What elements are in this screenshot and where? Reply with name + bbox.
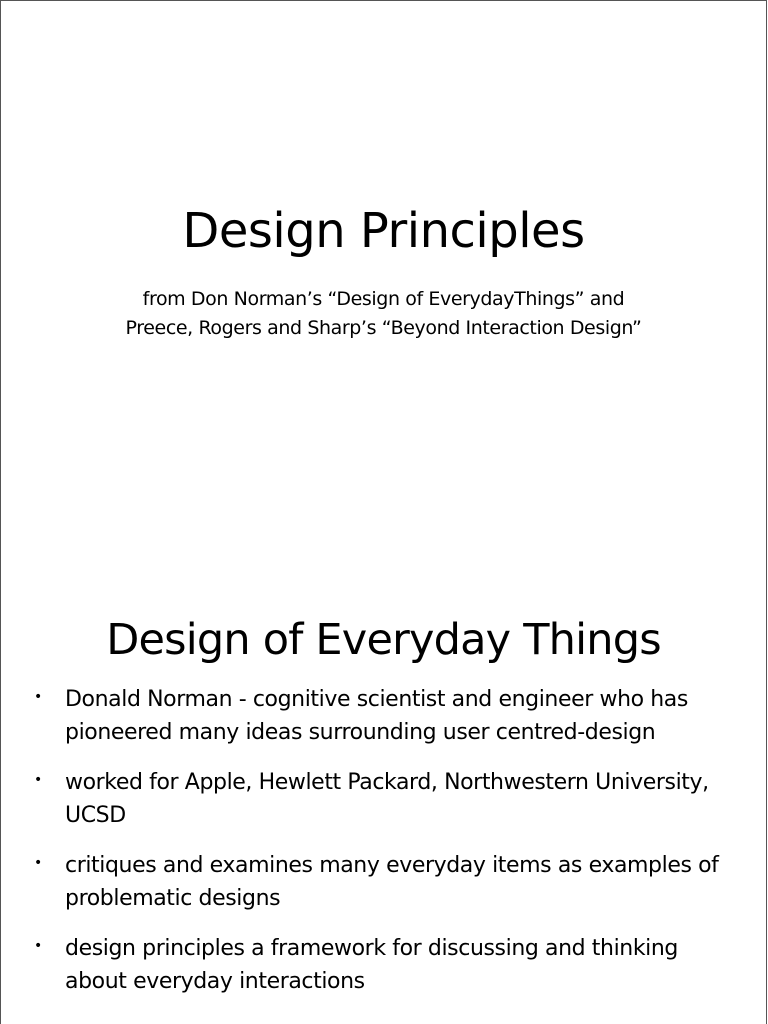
slide-heading: Design of Everyday Things — [106, 615, 661, 665]
bullet-icon: • — [34, 689, 42, 705]
subtitle-line-1: from Don Norman’s “Design of EverydayThings” and — [142, 288, 625, 310]
bullet-list — [31, 683, 731, 1015]
bullet-text: worked for Apple, Hewlett Packard, Northwestern University, UCSD — [65, 770, 709, 828]
bullet-text: Donald Norman - cognitive scientist and engineer who has pioneered many ideas surrounding user centred-design — [65, 687, 688, 745]
subtitle-line-2: Preece, Rogers and Sharp’s “Beyond Interaction Design” — [125, 317, 642, 339]
bullet-icon: • — [34, 772, 42, 788]
bullet-item — [31, 766, 731, 832]
bullet-text: design principles a framework for discussing and thinking about everyday interactions — [65, 936, 678, 994]
slide-title: Design Principles — [182, 203, 585, 259]
bullet-item — [31, 849, 731, 915]
bullet-item — [31, 683, 731, 749]
bullet-text: critiques and examines many everyday items as examples of problematic designs — [65, 853, 719, 911]
bullet-icon: • — [34, 938, 42, 954]
bullet-item — [31, 932, 731, 998]
slide-subtitle — [1, 285, 766, 343]
content-slide — [0, 576, 767, 1024]
bullet-icon: • — [34, 855, 42, 871]
